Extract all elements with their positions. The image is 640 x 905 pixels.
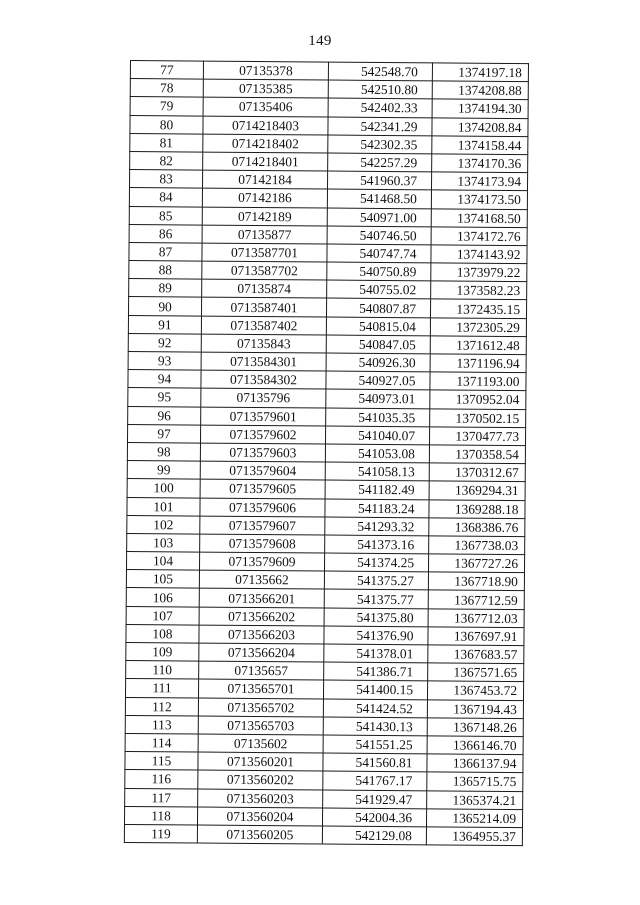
y-coordinate-cell: 1370952.04 (430, 390, 526, 409)
row-number-cell: 105 (126, 570, 199, 589)
row-number-cell: 114 (125, 733, 198, 752)
point-id-cell: 07135657 (199, 661, 324, 680)
point-id-cell: 07135378 (203, 61, 328, 80)
point-id-cell: 0713579606 (200, 498, 325, 517)
row-number-cell: 119 (124, 824, 197, 843)
row-number-cell: 110 (126, 661, 199, 680)
y-coordinate-cell: 1369288.18 (429, 499, 525, 518)
y-coordinate-cell: 1370502.15 (430, 408, 526, 427)
y-coordinate-cell: 1374208.84 (432, 117, 528, 136)
x-coordinate-cell: 542341.29 (328, 117, 432, 136)
row-number-cell: 103 (127, 533, 200, 552)
x-coordinate-cell: 541400.15 (323, 680, 427, 699)
row-number-cell: 83 (129, 170, 202, 189)
y-coordinate-cell: 1367712.59 (428, 590, 524, 609)
row-number-cell: 101 (127, 497, 200, 516)
row-number-cell: 95 (128, 388, 201, 407)
x-coordinate-cell: 540807.87 (326, 298, 430, 317)
y-coordinate-cell: 1374170.36 (432, 154, 528, 173)
y-coordinate-cell: 1366146.70 (427, 736, 523, 755)
x-coordinate-cell: 542302.35 (328, 135, 432, 154)
x-coordinate-cell: 541929.47 (323, 790, 427, 809)
point-id-cell: 0713565702 (198, 698, 323, 717)
point-id-cell: 07135877 (202, 225, 327, 244)
row-number-cell: 111 (125, 679, 198, 698)
y-coordinate-cell: 1367194.43 (427, 699, 523, 718)
y-coordinate-cell: 1365374.21 (427, 790, 523, 809)
x-coordinate-cell: 542510.80 (328, 80, 432, 99)
y-coordinate-cell: 1372435.15 (430, 299, 526, 318)
x-coordinate-cell: 542129.08 (322, 826, 426, 845)
x-coordinate-cell: 540747.74 (327, 244, 431, 263)
row-number-cell: 90 (128, 297, 201, 316)
y-coordinate-cell: 1369294.31 (429, 481, 525, 500)
x-coordinate-cell: 541430.13 (323, 717, 427, 736)
point-id-cell: 07135602 (198, 734, 323, 753)
y-coordinate-cell: 1373979.22 (431, 263, 527, 282)
point-id-cell: 07135662 (199, 570, 324, 589)
row-number-cell: 92 (128, 333, 201, 352)
point-id-cell: 0713560205 (197, 825, 322, 844)
x-coordinate-cell: 540755.02 (327, 280, 431, 299)
row-number-cell: 107 (126, 606, 199, 625)
y-coordinate-cell: 1372305.29 (430, 317, 526, 336)
row-number-cell: 108 (126, 624, 199, 643)
point-id-cell: 0714218402 (203, 134, 328, 153)
y-coordinate-cell: 1374173.94 (431, 172, 527, 191)
row-number-cell: 80 (130, 115, 203, 134)
y-coordinate-cell: 1367697.91 (428, 627, 524, 646)
y-coordinate-cell: 1366137.94 (427, 754, 523, 773)
x-coordinate-cell: 541040.07 (325, 426, 429, 445)
page-number: 149 (308, 33, 332, 49)
row-number-cell: 79 (130, 97, 203, 116)
x-coordinate-cell: 541424.52 (323, 699, 427, 718)
y-coordinate-cell: 1374173.50 (431, 190, 527, 209)
row-number-cell: 98 (127, 442, 200, 461)
point-id-cell: 07135385 (203, 79, 328, 98)
x-coordinate-cell: 541058.13 (325, 462, 429, 481)
point-id-cell: 0713587701 (202, 243, 327, 262)
point-id-cell: 0713565703 (198, 716, 323, 735)
y-coordinate-cell: 1368386.76 (429, 518, 525, 537)
row-number-cell: 118 (124, 806, 197, 825)
y-coordinate-cell: 1374158.44 (432, 136, 528, 155)
row-number-cell: 113 (125, 715, 198, 734)
x-coordinate-cell: 541375.27 (324, 571, 428, 590)
row-number-cell: 77 (130, 61, 203, 80)
x-coordinate-cell: 541560.81 (323, 753, 427, 772)
point-id-cell: 0713579608 (200, 534, 325, 553)
table-body (124, 61, 528, 846)
x-coordinate-cell: 541053.08 (325, 444, 429, 463)
point-id-cell: 0713566202 (199, 607, 324, 626)
row-number-cell: 99 (127, 461, 200, 480)
point-id-cell: 0713565701 (198, 679, 323, 698)
x-coordinate-cell: 540815.04 (326, 317, 430, 336)
x-coordinate-cell: 541035.35 (326, 408, 430, 427)
y-coordinate-cell: 1365214.09 (426, 809, 522, 828)
x-coordinate-cell: 541376.90 (324, 626, 428, 645)
point-id-cell: 0713566204 (199, 643, 324, 662)
point-id-cell: 0714218403 (203, 116, 328, 135)
x-coordinate-cell: 541767.17 (323, 771, 427, 790)
row-number-cell: 88 (129, 261, 202, 280)
x-coordinate-cell: 540927.05 (326, 371, 430, 390)
point-id-cell: 07142184 (202, 170, 327, 189)
point-id-cell: 0713560204 (197, 807, 322, 826)
x-coordinate-cell: 541373.16 (325, 535, 429, 554)
y-coordinate-cell: 1367148.26 (427, 718, 523, 737)
row-number-cell: 94 (128, 370, 201, 389)
x-coordinate-cell: 541468.50 (327, 189, 431, 208)
row-number-cell: 116 (125, 770, 198, 789)
row-number-cell: 84 (129, 188, 202, 207)
row-number-cell: 81 (130, 133, 203, 152)
y-coordinate-cell: 1370312.67 (429, 463, 525, 482)
y-coordinate-cell: 1364955.37 (426, 827, 522, 846)
x-coordinate-cell: 541375.77 (324, 589, 428, 608)
row-number-cell: 87 (129, 242, 202, 261)
y-coordinate-cell: 1373582.23 (431, 281, 527, 300)
y-coordinate-cell: 1371193.00 (430, 372, 526, 391)
x-coordinate-cell: 540973.01 (326, 389, 430, 408)
row-number-cell: 89 (129, 279, 202, 298)
row-number-cell: 96 (128, 406, 201, 425)
x-coordinate-cell: 542402.33 (328, 98, 432, 117)
x-coordinate-cell: 541375.80 (324, 608, 428, 627)
x-coordinate-cell: 540750.89 (327, 262, 431, 281)
x-coordinate-cell: 540926.30 (326, 353, 430, 372)
y-coordinate-cell: 1374143.92 (431, 245, 527, 264)
x-coordinate-cell: 541386.71 (324, 662, 428, 681)
x-coordinate-cell: 541378.01 (324, 644, 428, 663)
point-id-cell: 0713579604 (200, 461, 325, 480)
x-coordinate-cell: 541960.37 (327, 171, 431, 190)
row-number-cell: 86 (129, 224, 202, 243)
point-id-cell: 0713587702 (202, 261, 327, 280)
point-id-cell: 07142186 (202, 188, 327, 207)
x-coordinate-cell: 541182.49 (325, 480, 429, 499)
point-id-cell: 07135796 (201, 388, 326, 407)
y-coordinate-cell: 1367727.26 (428, 554, 524, 573)
y-coordinate-cell: 1370477.73 (429, 427, 525, 446)
row-number-cell: 82 (130, 151, 203, 170)
point-id-cell: 0714218401 (203, 152, 328, 171)
x-coordinate-cell: 542004.36 (322, 808, 426, 827)
y-coordinate-cell: 1370358.54 (429, 445, 525, 464)
point-id-cell: 0713579607 (200, 516, 325, 535)
point-id-cell: 07135874 (202, 279, 327, 298)
x-coordinate-cell: 541551.25 (323, 735, 427, 754)
row-number-cell: 93 (128, 351, 201, 370)
x-coordinate-cell: 541293.32 (325, 517, 429, 536)
point-id-cell: 0713587402 (201, 316, 326, 335)
coordinates-table (124, 60, 529, 846)
point-id-cell: 0713566203 (199, 625, 324, 644)
point-id-cell: 07135843 (201, 334, 326, 353)
x-coordinate-cell: 540746.50 (327, 226, 431, 245)
y-coordinate-cell: 1371612.48 (430, 336, 526, 355)
point-id-cell: 07135406 (203, 97, 328, 116)
point-id-cell: 0713566201 (199, 588, 324, 607)
point-id-cell: 0713560203 (198, 789, 323, 808)
point-id-cell: 0713584301 (201, 352, 326, 371)
point-id-cell: 0713587401 (201, 298, 326, 317)
x-coordinate-cell: 540847.05 (326, 335, 430, 354)
row-number-cell: 104 (126, 552, 199, 571)
y-coordinate-cell: 1374194.30 (432, 99, 528, 118)
y-coordinate-cell: 1367571.65 (428, 663, 524, 682)
point-id-cell: 0713560202 (198, 770, 323, 789)
y-coordinate-cell: 1367683.57 (428, 645, 524, 664)
row-number-cell: 102 (127, 515, 200, 534)
x-coordinate-cell: 542257.29 (328, 153, 432, 172)
point-id-cell: 0713579602 (200, 425, 325, 444)
point-id-cell: 0713579603 (200, 443, 325, 462)
y-coordinate-cell: 1374208.88 (432, 81, 528, 100)
point-id-cell: 0713584302 (201, 370, 326, 389)
point-id-cell: 0713579609 (199, 552, 324, 571)
point-id-cell: 0713579601 (201, 407, 326, 426)
table-row (124, 824, 522, 845)
point-id-cell: 0713560201 (198, 752, 323, 771)
point-id-cell: 0713579605 (200, 479, 325, 498)
row-number-cell: 85 (129, 206, 202, 225)
row-number-cell: 112 (125, 697, 198, 716)
row-number-cell: 106 (126, 588, 199, 607)
x-coordinate-cell: 541183.24 (325, 499, 429, 518)
row-number-cell: 109 (126, 642, 199, 661)
row-number-cell: 97 (127, 424, 200, 443)
x-coordinate-cell: 541374.25 (324, 553, 428, 572)
x-coordinate-cell: 540971.00 (327, 208, 431, 227)
row-number-cell: 78 (130, 79, 203, 98)
y-coordinate-cell: 1367453.72 (427, 681, 523, 700)
y-coordinate-cell: 1374172.76 (431, 227, 527, 246)
point-id-cell: 07142189 (202, 207, 327, 226)
y-coordinate-cell: 1365715.75 (427, 772, 523, 791)
y-coordinate-cell: 1367738.03 (429, 536, 525, 555)
y-coordinate-cell: 1367712.03 (428, 608, 524, 627)
row-number-cell: 100 (127, 479, 200, 498)
y-coordinate-cell: 1371196.94 (430, 354, 526, 373)
y-coordinate-cell: 1374168.50 (431, 208, 527, 227)
x-coordinate-cell: 542548.70 (328, 62, 432, 81)
row-number-cell: 115 (125, 752, 198, 771)
y-coordinate-cell: 1374197.18 (432, 63, 528, 82)
row-number-cell: 117 (125, 788, 198, 807)
y-coordinate-cell: 1367718.90 (428, 572, 524, 591)
coordinates-table-container (124, 60, 528, 846)
row-number-cell: 91 (128, 315, 201, 334)
